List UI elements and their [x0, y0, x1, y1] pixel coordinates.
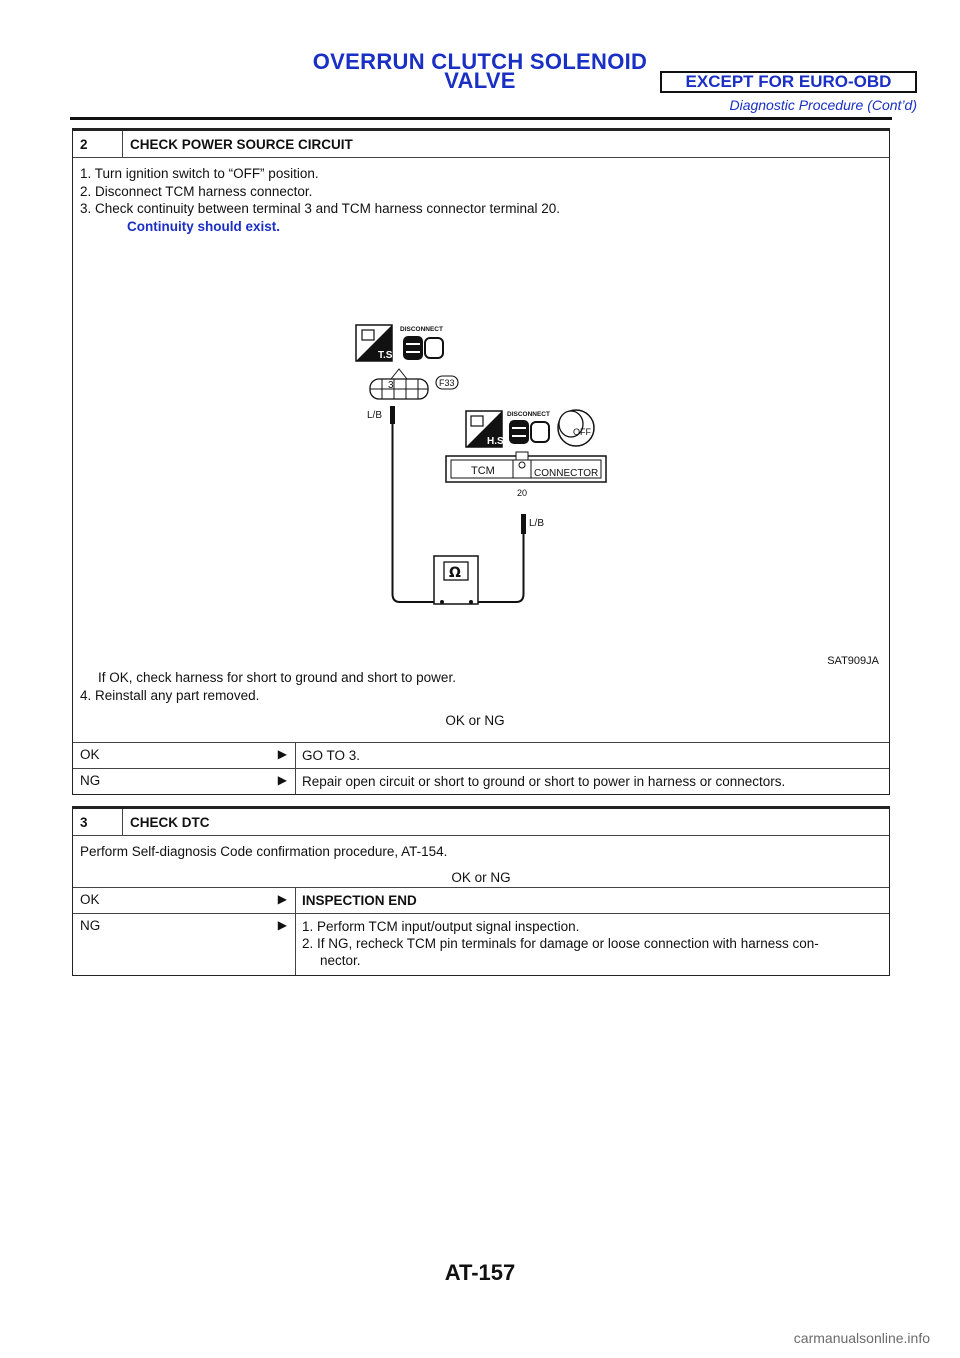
arrow-right-icon: ▶ — [277, 747, 287, 761]
step3-ng-action-3: nector. — [320, 953, 361, 968]
step3-ng-actions — [295, 914, 889, 975]
ohm-symbol: Ω — [449, 565, 461, 581]
page-number: AT-157 — [444, 1260, 516, 1285]
step2-spec: Continuity should exist. — [127, 218, 281, 234]
section-box: EXCEPT FOR EURO-OBD — [660, 71, 917, 93]
step3-ok-or-ng: OK or NG — [451, 869, 511, 885]
step2-ok-or-ng: OK or NG — [445, 713, 505, 728]
key-off-label: OFF — [573, 427, 591, 437]
step2-ok-label: OK — [80, 747, 100, 762]
step2-line-3: 3. Check continuity between terminal 3 and TCM harness connector terminal 20. — [80, 201, 560, 216]
page-title-line2: VALVE — [444, 68, 516, 93]
step3-number: 3 — [73, 809, 123, 835]
step3-body — [73, 836, 889, 888]
page-title-line1: OVERRUN CLUTCH SOLENOID — [312, 49, 648, 74]
step2-ng-label: NG — [80, 773, 101, 788]
disconnect-label-1: DISCONNECT — [400, 326, 443, 333]
figure-code: SAT909JA — [827, 655, 879, 667]
step2-after-line-1: If OK, check harness for short to ground and short to power. — [98, 670, 456, 685]
connector-f33-label: F33 — [439, 378, 455, 388]
step2-line-2: 2. Disconnect TCM harness connector. — [80, 183, 313, 199]
arrow-right-icon: ▶ — [277, 892, 287, 906]
step2-after-line-2: 4. Reinstall any part removed. — [80, 687, 260, 703]
section-subtitle: Diagnostic Procedure (Cont’d) — [729, 97, 917, 113]
wire-left-label: L/B — [367, 410, 383, 421]
tcm-label: TCM — [471, 465, 495, 477]
step2-header — [73, 131, 889, 158]
ts-icon — [356, 325, 395, 361]
step3-result-ng — [73, 913, 889, 975]
tcm-connector — [446, 452, 606, 498]
hs-icon — [466, 411, 507, 447]
disconnect-icon-2 — [507, 411, 550, 444]
step2-result-ng — [73, 768, 889, 794]
step3-ng-label: NG — [80, 918, 101, 933]
arrow-right-icon: ▶ — [277, 918, 287, 932]
step2-body — [73, 158, 889, 743]
step2-number: 2 — [73, 131, 123, 157]
step2-line-1: 1. Turn ignition switch to “OFF” position. — [80, 166, 319, 181]
step3-line: Perform Self-diagnosis Code confirmation procedure, AT-154. — [80, 844, 448, 859]
step3-title: CHECK DTC — [130, 814, 210, 830]
step2-ng-action: Repair open circuit or short to ground or short to power in harness or connectors. — [295, 769, 889, 794]
step2-ok-action: GO TO 3. — [295, 743, 889, 768]
connector-label: CONNECTOR — [534, 468, 599, 479]
terminal-3-label: 3 — [388, 380, 394, 391]
disconnect-icon-1 — [400, 326, 443, 360]
terminal-20-label: 20 — [517, 488, 528, 498]
step3-ok-action: INSPECTION END — [295, 888, 889, 913]
disconnect-label-2: DISCONNECT — [507, 411, 550, 418]
connector-f33 — [370, 369, 458, 399]
step3-header — [73, 809, 889, 836]
step3-table — [72, 806, 890, 976]
wire-right-label: L/B — [529, 518, 545, 529]
arrow-right-icon: ▶ — [277, 773, 287, 787]
step3-ok-label: OK — [80, 892, 100, 907]
ts-label: T.S. — [378, 350, 396, 361]
step2-title: CHECK POWER SOURCE CIRCUIT — [130, 136, 353, 152]
step3-result-ok — [73, 888, 889, 913]
watermark: carmanualsonline.info — [793, 1330, 930, 1346]
header-rule — [70, 117, 892, 120]
step3-ng-action-2: 2. If NG, recheck TCM pin terminals for damage or loose connection with harness con- — [302, 936, 819, 951]
step2-result-ok — [73, 743, 889, 768]
step3-ng-action-1: 1. Perform TCM input/output signal inspection. — [302, 919, 580, 934]
ignition-key-icon — [558, 410, 594, 446]
hs-label: H.S. — [487, 436, 507, 447]
ohmmeter-icon — [434, 556, 478, 604]
step2-table — [72, 128, 890, 795]
continuity-check-figure — [73, 248, 877, 648]
